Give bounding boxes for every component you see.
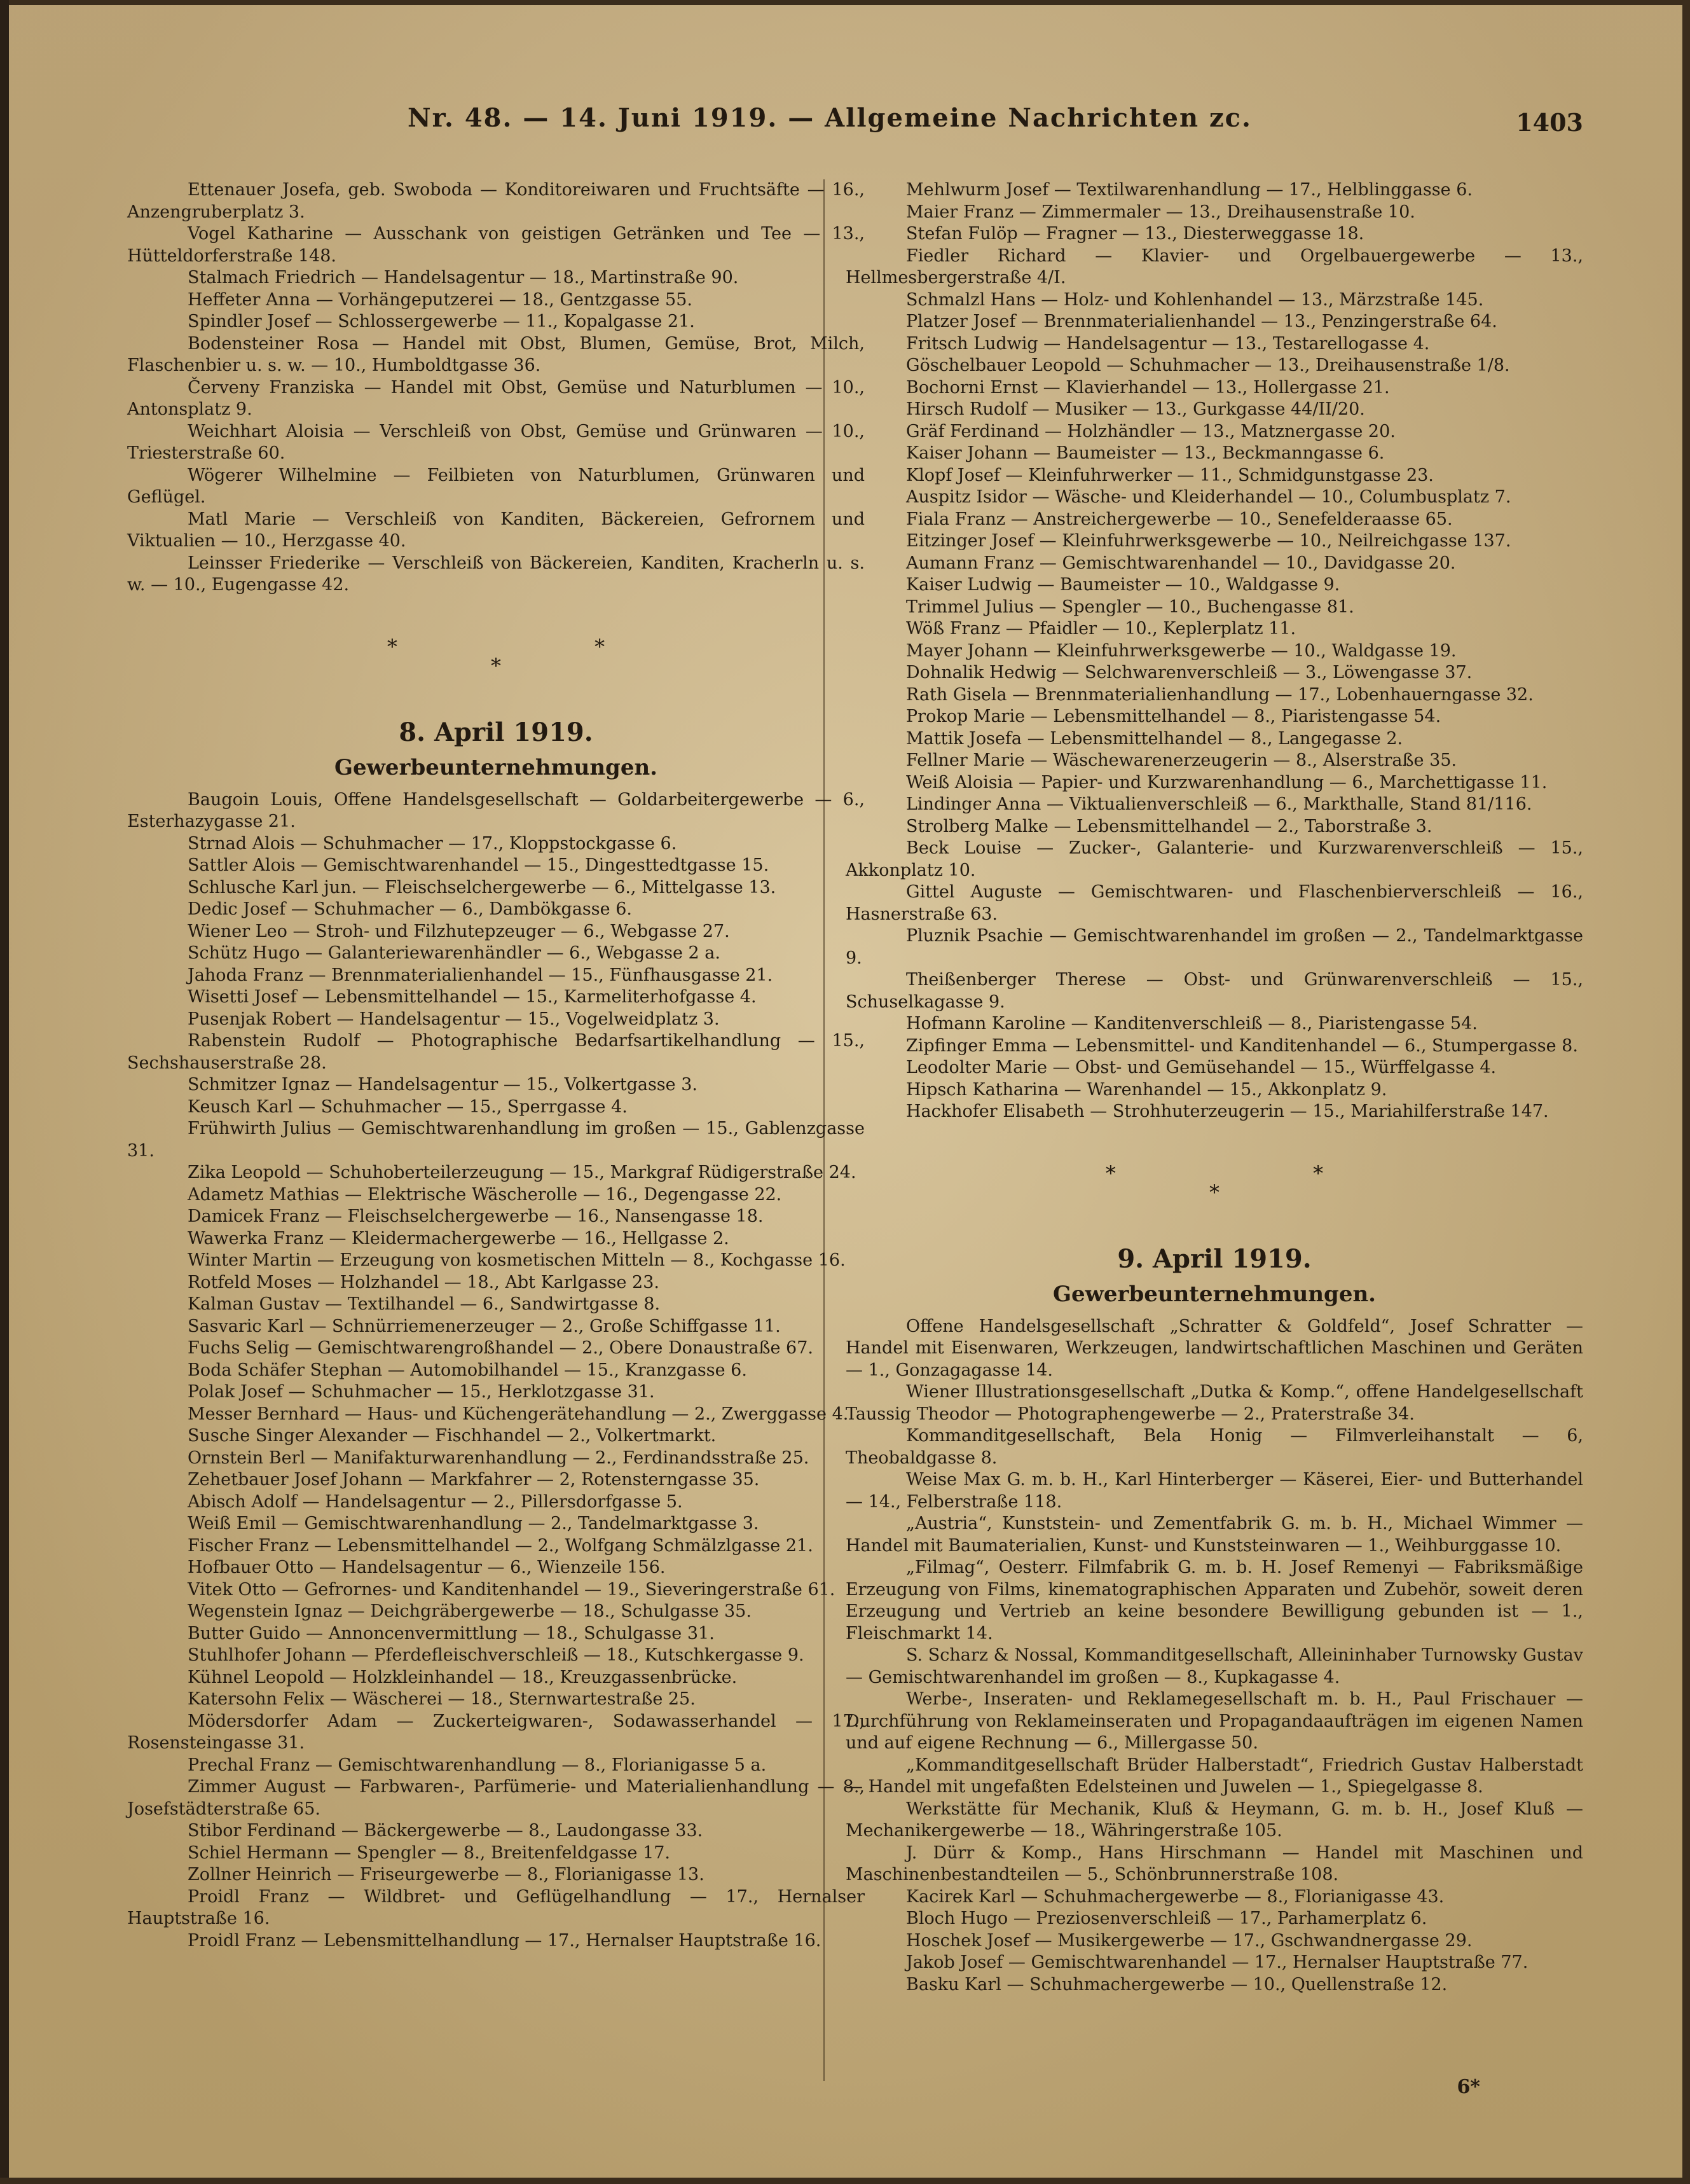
register-entry: Zika Leopold — Schuhoberteilerzeugung — 15., Markgraf Rüdigerstraße 24. — [188, 1163, 856, 1182]
register-entry: Susche Singer Alexander — Fischhandel — 2., Volkertmarkt. — [188, 1426, 717, 1446]
left-column — [127, 179, 865, 2081]
register-entry: Wögerer Wilhelmine — Feilbieten von Naturblumen, Grünwaren und Geflügel. — [127, 465, 865, 507]
register-entry: Gittel Auguste — Gemischtwaren- und Flaschenbierverschleiß — 16., Hasnerstraße 63. — [846, 882, 1583, 924]
register-entry: Damicek Franz — Fleischselchergewerbe — 16., Nansengasse 18. — [188, 1206, 764, 1226]
left-entries-section — [127, 789, 865, 1952]
register-entry: Schmalzl Hans — Holz- und Kohlenhandel — 13., Märzstraße 145. — [906, 289, 1484, 310]
register-entry: Ornstein Berl — Manifakturwarenhandlung — 2., Ferdinandsstraße 25. — [188, 1448, 809, 1468]
register-entry: Lindinger Anna — Viktualienverschleiß — 6., Markthalle, Stand 81/116. — [906, 794, 1532, 814]
register-entry: Fischer Franz — Lebensmittelhandel — 2., Wolfgang Schmälzlgasse 21. — [188, 1535, 813, 1556]
register-entry: Wiener Illustrationsgesellschaft „Dutka & Komp.“, offene Handelgesellschaft Taussig Theodor — Photographengewerbe — 2., Praterstraße 34. — [846, 1382, 1583, 1424]
register-entry: Theißenberger Therese — Obst- und Grünwarenverschleiß — 15., Schuselkagasse 9. — [846, 970, 1583, 1012]
register-entry: „Filmag“, Oesterr. Filmfabrik G. m. b. H. Josef Remenyi — Fabriksmäßige Erzeugung von Films, kinematographischen Apparaten und Zubehör, soweit deren Erzeugung und Vertrieb an keine besondere Bewilligung gebunden ist — 1., Fleischmarkt 14. — [846, 1558, 1583, 1643]
register-entry: Trimmel Julius — Spengler — 10., Buchengasse 81. — [906, 597, 1354, 617]
register-entry: Eitzinger Josef — Kleinfuhrwerksgewerbe — 10., Neilreichgasse 137. — [906, 531, 1511, 551]
register-entry: Pluznik Psachie — Gemischtwarenhandel im großen — 2., Tandelmarktgasse 9. — [846, 926, 1583, 968]
register-entry: „Austria“, Kunststein- und Zementfabrik G. m. b. H., Michael Wimmer — Handel mit Baumaterialien, Kunst- und Kunststeinwaren — 1., Weihburggasse 10. — [846, 1514, 1583, 1556]
register-entry: Červeny Franziska — Handel mit Obst, Gemüse und Naturblumen — 10., Antonsplatz 9. — [127, 377, 865, 419]
right-entries-section — [846, 1316, 1583, 1996]
register-entry: Fiedler Richard — Klavier- und Orgelbauergewerbe — 13., Hellmesbergerstraße 4/I. — [846, 245, 1583, 287]
register-entry: J. Dürr & Komp., Hans Hirschmann — Handel mit Maschinen und Maschinenbestandteilen — 5., Schönbrunnerstraße 108. — [846, 1842, 1583, 1884]
scan-edge-top — [0, 0, 1690, 5]
section-heading-left: Gewerbeunternehmungen. — [334, 754, 658, 780]
scan-edge-right — [1682, 0, 1690, 2184]
register-entry: Sasvaric Karl — Schnürriemenerzeuger — 2., Große Schiffgasse 11. — [188, 1316, 781, 1336]
register-entry: Hoschek Josef — Musikergewerbe — 17., Gschwandnergasse 29. — [906, 1930, 1473, 1951]
register-entry: Schütz Hugo — Galanteriewarenhändler — 6., Webgasse 2 a. — [188, 943, 720, 963]
register-entry: Polak Josef — Schuhmacher — 15., Herklotzgasse 31. — [188, 1382, 655, 1402]
register-entry: Stefan Fulöp — Fragner — 13., Diesterweggasse 18. — [906, 224, 1364, 244]
scan-edge-bottom — [0, 2178, 1690, 2184]
register-entry: Hofmann Karoline — Kanditenverschleiß — 8., Piaristengasse 54. — [906, 1014, 1478, 1033]
register-entry: Wegenstein Ignaz — Deichgräbergewerbe — 18., Schulgasse 35. — [188, 1601, 752, 1621]
register-entry: Frühwirth Julius — Gemischtwarenhandlung im großen — 15., Gablenzgasse 31. — [127, 1119, 865, 1161]
register-entry: Kaiser Johann — Baumeister — 13., Beckmanngasse 6. — [906, 443, 1385, 463]
register-entry: Vogel Katharine — Ausschank von geistigen Getränken und Tee — 13., Hütteldorferstraße 148. — [127, 224, 865, 266]
register-entry: Kommanditgesellschaft, Bela Honig — Filmverleihanstalt — 6, Theobaldgasse 8. — [846, 1426, 1583, 1468]
register-entry: Zimmer August — Farbwaren-, Parfümerie- und Materialienhandlung — 8., Josefstädterstraße 65. — [127, 1777, 865, 1819]
register-entry: Baugoin Louis, Offene Handelsgesellschaft — Goldarbeitergewerbe — 6., Esterhazygasse 21. — [127, 789, 865, 831]
register-entry: Rotfeld Moses — Holzhandel — 18., Abt Karlgasse 23. — [188, 1272, 659, 1292]
register-entry: Mödersdorfer Adam — Zuckerteigwaren-, Sodawasserhandel — 17., Rosensteingasse 31. — [127, 1711, 865, 1753]
register-entry: Katersohn Felix — Wäscherei — 18., Sternwartestraße 25. — [188, 1689, 696, 1709]
register-entry: Stuhlhofer Johann — Pferdefleischverschleiß — 18., Kutschkergasse 9. — [188, 1645, 804, 1665]
register-entry: Bodensteiner Rosa — Handel mit Obst, Blumen, Gemüse, Brot, Milch, Flaschenbier u. s. w. — 10., Humboldtgasse 36. — [127, 333, 865, 375]
left-entries-top — [127, 179, 865, 597]
register-entry: Mayer Johann — Kleinfuhrwerksgewerbe — 10., Waldgasse 19. — [906, 640, 1457, 661]
separator-stars-row: * * — [1105, 1161, 1419, 1185]
separator-stars-row: * * — [387, 634, 701, 659]
register-entry: Prokop Marie — Lebensmittelhandel — 8., Piaristengasse 54. — [906, 707, 1441, 726]
header-title: Nr. 48. — 14. Juni 1919. — Allgemeine Nachrichten zc. — [408, 103, 1252, 133]
date-heading-9-april: 9. April 1919. — [1117, 1243, 1312, 1274]
register-entry: Göschelbauer Leopold — Schuhmacher — 13., Dreihausenstraße 1/8. — [906, 356, 1510, 375]
register-entry: Dohnalik Hedwig — Selchwarenverschleiß — 3., Löwengasse 37. — [906, 663, 1473, 682]
register-entry: Hirsch Rudolf — Musiker — 13., Gurkgasse 44/II/20. — [906, 399, 1365, 419]
register-entry: Wisetti Josef — Lebensmittelhandel — 15., Karmeliterhofgasse 4. — [188, 987, 757, 1007]
register-entry: Weiß Aloisia — Papier- und Kurzwarenhandlung — 6., Marchettigasse 11. — [906, 772, 1548, 792]
register-entry: Hackhofer Elisabeth — Strohhuterzeugerin — 15., Mariahilferstraße 147. — [906, 1102, 1549, 1121]
register-entry: Hipsch Katharina — Warenhandel — 15., Akkonplatz 9. — [906, 1079, 1387, 1100]
register-entry: Strnad Alois — Schuhmacher — 17., Kloppstockgasse 6. — [188, 833, 677, 854]
register-entry: Werkstätte für Mechanik, Kluß & Heymann, G. m. b. H., Josef Kluß — Mechanikergewerbe — 18., Währingerstraße 105. — [846, 1799, 1583, 1841]
register-entry: Klopf Josef — Kleinfuhrwerker — 11., Schmidgunstgasse 23. — [906, 465, 1434, 485]
register-entry: Dedic Josef — Schuhmacher — 6., Dambökgasse 6. — [188, 899, 632, 919]
register-entry: Keusch Karl — Schuhmacher — 15., Sperrgasse 4. — [188, 1096, 628, 1117]
register-entry: Offene Handelsgesellschaft „Schratter & Goldfeld“, Josef Schratter — Handel mit Eisenwaren, Werkzeugen, landwirtschaftlichen Maschinen und Geräten — 1., Gonzagagasse 14. — [846, 1316, 1583, 1380]
register-entry: Fellner Marie — Wäschewarenerzeugerin — 8., Alserstraße 35. — [906, 750, 1457, 770]
register-entry: Proidl Franz — Wildbret- und Geflügelhandlung — 17., Hernalser Hauptstraße 16. — [127, 1886, 865, 1928]
register-entry: Weise Max G. m. b. H., Karl Hinterberger — Käserei, Eier- und Butterhandel — 14., Felberstraße 118. — [846, 1470, 1583, 1512]
section-heading-right: Gewerbeunternehmungen. — [1052, 1281, 1377, 1307]
register-entry: Jahoda Franz — Brennmaterialienhandel — 15., Fünfhausgasse 21. — [188, 965, 773, 985]
register-entry: Auspitz Isidor — Wäsche- und Kleiderhandel — 10., Columbusplatz 7. — [906, 487, 1511, 507]
register-entry: Bochorni Ernst — Klavierhandel — 13., Hollergasse 21. — [906, 377, 1390, 397]
spacer — [846, 1123, 1583, 1161]
register-entry: Hofbauer Otto — Handelsagentur — 6., Wienzeile 156. — [188, 1558, 666, 1577]
register-entry: Adametz Mathias — Elektrische Wäscherolle — 16., Degengasse 22. — [188, 1184, 782, 1205]
register-entry: Mehlwurm Josef — Textilwarenhandlung — 17., Helblinggasse 6. — [906, 180, 1473, 200]
register-entry: Maier Franz — Zimmermaler — 13., Dreihausenstraße 10. — [906, 202, 1415, 222]
register-entry: Rath Gisela — Brennmaterialienhandlung — 17., Lobenhauerngasse 32. — [906, 684, 1534, 705]
register-entry: Bloch Hugo — Preziosenverschleiß — 17., Parhamerplatz 6. — [906, 1909, 1427, 1928]
register-entry: Butter Guido — Annoncenvermittlung — 18., Schulgasse 31. — [188, 1623, 715, 1643]
register-entry: Pusenjak Robert — Handelsagentur — 15., Vogelweidplatz 3. — [188, 1009, 720, 1029]
register-entry: Kaiser Ludwig — Baumeister — 10., Waldgasse 9. — [906, 575, 1340, 595]
register-entry: Leodolter Marie — Obst- und Gemüsehandel — 15., Würffelgasse 4. — [906, 1058, 1497, 1077]
register-entry: Wiener Leo — Stroh- und Filzhutерzeuger — 6., Webgasse 27. — [188, 921, 730, 941]
separator-star-single: * — [1209, 1180, 1219, 1205]
register-entry: Strolberg Malke — Lebensmittelhandel — 2., Taborstraße 3. — [906, 816, 1432, 836]
right-column — [846, 179, 1583, 2062]
register-entry: Messer Bernhard — Haus- und Küchengerätehandlung — 2., Zwerggasse 4. — [188, 1404, 849, 1424]
register-entry: Wawerka Franz — Kleidermachergewerbe — 16., Hellgasse 2. — [188, 1228, 729, 1248]
register-entry: Fuchs Selig — Gemischtwarengroßhandel — 2., Obere Donaustraße 67. — [188, 1338, 813, 1358]
register-entry: Matl Marie — Verschleiß von Kanditen, Bäckereien, Gefrornem und Viktualien — 10., Herzgasse 40. — [127, 509, 865, 551]
register-entry: Boda Schäfer Stephan — Automobilhandel — 15., Kranzgasse 6. — [188, 1360, 747, 1380]
register-entry: Schmitzer Ignaz — Handelsagentur — 15., Volkertgasse 3. — [188, 1075, 697, 1095]
register-entry: Schlusche Karl jun. — Fleischselchergewerbe — 6., Mittelgasse 13. — [188, 877, 776, 897]
register-entry: Beck Louise — Zucker-, Galanterie- und Kurzwarenverschleiß — 15., Akkonplatz 10. — [846, 838, 1583, 880]
register-entry: Aumann Franz — Gemischtwarenhandel — 10., Davidgasse 20. — [906, 553, 1456, 573]
register-entry: Werbe-, Inseraten- und Reklamegesellschaft m. b. H., Paul Frischauer — Durchführung von Reklameinseraten und Propagandaaufträgen im eigenen Namen und auf eigene Rechnung — 6., Millergasse 50. — [846, 1689, 1583, 1753]
register-entry: Zipfinger Emma — Lebensmittel- und Kanditenhandel — 6., Stumpergasse 8. — [906, 1035, 1578, 1056]
register-entry: Heffeter Anna — Vorhängeputzerei — 18., Gentzgasse 55. — [188, 289, 692, 310]
right-entries-top — [846, 179, 1583, 1123]
register-entry: Zollner Heinrich — Friseurgewerbe — 8., Florianigasse 13. — [188, 1865, 704, 1884]
register-entry: Mattik Josefa — Lebensmittelhandel — 8., Langegasse 2. — [906, 728, 1403, 749]
register-entry: Leinsser Friederike — Verschleiß von Bäckereien, Kanditen, Kracherln u. s. w. — 10., Eugengasse 42. — [127, 553, 865, 595]
register-entry: Kacirek Karl — Schuhmachergewerbe — 8., Florianigasse 43. — [906, 1886, 1445, 1907]
register-entry: Fritsch Ludwig — Handelsagentur — 13., Testarellogasse 4. — [906, 333, 1430, 354]
register-entry: Rabenstein Rudolf — Photographische Bedarfsartikelhandlung — 15., Sechshauserstraße 28. — [127, 1031, 865, 1073]
register-entry: Stalmach Friedrich — Handelsagentur — 18., Martinstraße 90. — [188, 268, 739, 287]
register-entry: Winter Martin — Erzeugung von kosmetischen Mitteln — 8., Kochgasse 16. — [188, 1250, 846, 1270]
register-entry: Zehetbauer Josef Johann — Markfahrer — 2, Rotensterngasse 35. — [188, 1470, 760, 1489]
register-entry: Kühnel Leopold — Holzkleinhandel — 18., Kreuzgassenbrücke. — [188, 1667, 738, 1687]
register-entry: Stibor Ferdinand — Bäckergewerbe — 8., Laudongasse 33. — [188, 1821, 703, 1841]
register-entry: Schiel Hermann — Spengler — 8., Breitenfeldgasse 17. — [188, 1842, 671, 1863]
register-entry: Weiß Emil — Gemischtwarenhandlung — 2., Tandelmarktgasse 3. — [188, 1514, 759, 1533]
register-entry: Ettenauer Josefa, geb. Swoboda — Konditoreiwaren und Fruchtsäfte — 16., Anzengruberplatz 3. — [127, 180, 865, 222]
register-entry: Vitek Otto — Gefrornes- und Kanditenhandel — 19., Sieveringerstraße 61. — [188, 1579, 835, 1600]
register-entry: Spindler Josef — Schlossergewerbe — 11., Kopalgasse 21. — [188, 312, 695, 331]
signature-mark: 6* — [1457, 2076, 1480, 2098]
register-entry: Sattler Alois — Gemischtwarenhandel — 15., Dingesttedtgasse 15. — [188, 855, 769, 875]
register-entry: Prechal Franz — Gemischtwarenhandlung — 8., Florianigasse 5 a. — [188, 1755, 767, 1775]
register-entry: Kalman Gustav — Textilhandel — 6., Sandwirtgasse 8. — [188, 1294, 661, 1314]
register-entry: Gräf Ferdinand — Holzhändler — 13., Matznergasse 20. — [906, 421, 1396, 441]
register-entry: Basku Karl — Schuhmachergewerbe — 10., Quellenstraße 12. — [906, 1974, 1448, 1994]
separator-star-single: * — [491, 653, 501, 678]
spacer — [127, 597, 865, 635]
register-entry: Jakob Josef — Gemischtwarenhandel — 17., Hernalser Hauptstraße 77. — [906, 1952, 1529, 1972]
register-entry: S. Scharz & Nossal, Kommanditgesellschaft, Alleininhaber Turnowsky Gustav — Gemischtwarenhandel im großen — 8., Kupkagasse 4. — [846, 1645, 1583, 1687]
register-entry: Fiala Franz — Anstreichergewerbe — 10., Senefelderaasse 65. — [906, 509, 1453, 529]
scan-edge-left — [0, 0, 9, 2184]
register-entry: Wöß Franz — Pfaidler — 10., Keplerplatz 11. — [906, 619, 1296, 639]
register-entry: Proidl Franz — Lebensmittelhandlung — 17., Hernalser Hauptstraße 16. — [188, 1930, 821, 1951]
page-number: 1403 — [1516, 108, 1583, 137]
page-header — [76, 103, 1583, 148]
register-entry: Abisch Adolf — Handelsagentur — 2., Pillersdorfgasse 5. — [188, 1491, 683, 1512]
register-entry: Weichhart Aloisia — Verschleiß von Obst, Gemüse und Grünwaren — 10., Triesterstraße 60. — [127, 421, 865, 463]
register-entry: Platzer Josef — Brennmaterialienhandel — 13., Penzingerstraße 64. — [906, 312, 1497, 331]
date-heading-8-april: 8. April 1919. — [399, 717, 593, 747]
register-entry: „Kommanditgesellschaft Brüder Halberstadt“, Friedrich Gustav Halberstadt — Handel mit ungefaßten Edelsteinen und Juwelen — 1., Spiegelgasse 8. — [846, 1755, 1583, 1797]
